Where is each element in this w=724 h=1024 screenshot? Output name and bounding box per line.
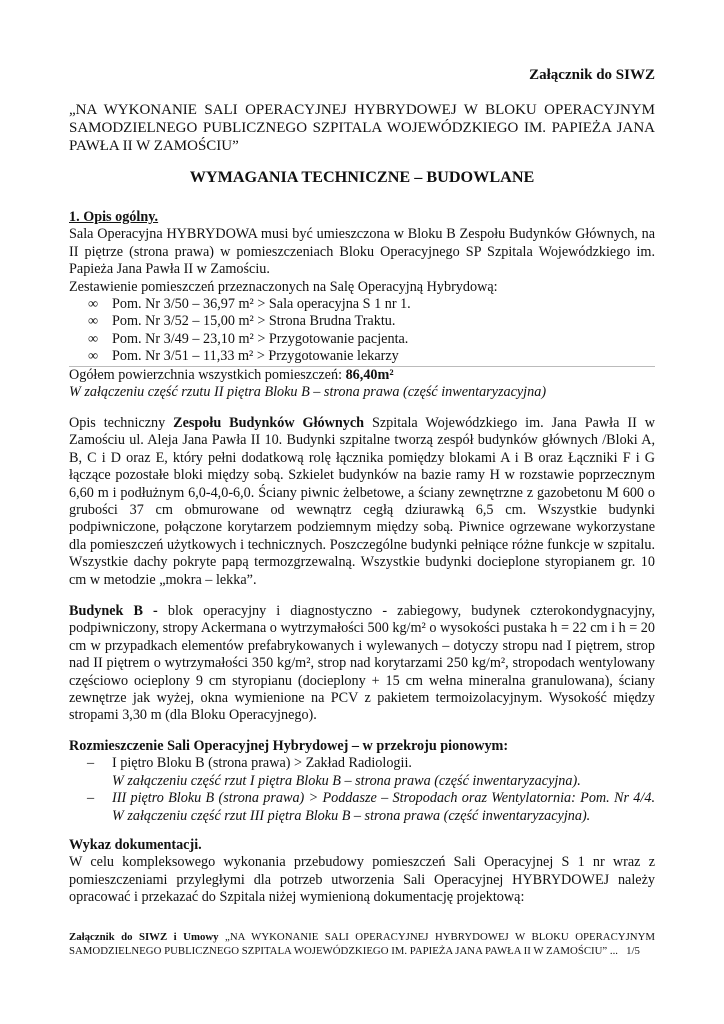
total-area-value: 86,40m² xyxy=(345,366,394,383)
documentation-text: W celu kompleksowego wykonania przebudowy pomieszczeń Sali Operacyjnej S 1 nr wraz z pomieszczeniami przyległymi dla potrzeb utworzenia Sali Operacyjnej HYBRYDOWEJ należy opracować i przekazać do Szpitala niżej wymienioną dokumentację projektową: xyxy=(69,854,655,906)
placement-heading: Rozmieszczenie Sali Operacyjnej Hybrydowej – w przekroju pionowym: xyxy=(69,738,509,754)
section-heading: 1. Opis ogólny. xyxy=(69,209,159,225)
document-subject: „NA WYKONANIE SALI OPERACYJNEJ HYBRYDOWEJ W BLOKU OPERACYJNYM SAMODZIELNEGO PUBLICZNEGO SZPITALA WOJEWÓDZKIEGO IM. PAPIEŻA JANA PAWŁA II W ZAMOŚCIU” xyxy=(69,102,655,154)
section-general xyxy=(69,209,655,401)
documentation-heading: Wykaz dokumentacji. xyxy=(69,837,202,853)
rooms-list xyxy=(69,296,655,367)
infinity-bullet-icon: ∞ xyxy=(88,330,99,347)
total-area: Ogółem powierzchnia wszystkich pomieszczeń: 86,40m² xyxy=(69,366,394,383)
infinity-bullet-icon: ∞ xyxy=(88,313,99,330)
dash-bullet-icon: – xyxy=(87,755,95,772)
attachment-note: W załączeniu część rzutu II piętra Bloku B – strona prawa (część inwentaryzacyjna) xyxy=(69,384,547,401)
list-item: ∞ Pom. Nr 3/49 – 23,10 m² > Przygotowanie pacjenta. xyxy=(88,330,409,347)
page-footer: Załącznik do SIWZ i Umowy „NA WYKONANIE SALI OPERACYJNEJ HYBRYDOWEJ W BLOKU OPERACYJNYM SAMODZIELNEGO PUBLICZNEGO SZPITALA WOJEWÓDZKIEGO IM. PAPIEŻA JANA PAWŁA II W ZAMOŚCIU” ... 1/5 xyxy=(69,931,655,957)
dash-bullet-icon: – xyxy=(87,790,95,807)
infinity-bullet-icon: ∞ xyxy=(88,348,99,365)
infinity-bullet-icon: ∞ xyxy=(88,296,99,313)
technical-description: Opis techniczny Zespołu Budynków Głównych Szpitala Wojewódzkiego im. Jana Pawła II w Zamościu ul. Aleja Jana Pawła II 10. Budynki szpitalne tworzą zespół budynków głównych /Bloki A, B, C i D oraz E, który pełni dodatkową rolę łącznika pomiędzy blokami A i B oraz Łączniki F i G łączące pozostałe bloki między sobą. Szkielet budynków na bazie ramy H w rozstawie poprzecznym 6,60 m i podłużnym 6,0-4,0-6,0. Ściany piwnic żelbetowe, a ściany zewnętrzne z gazobetonu M 600 o grubości 37 cm obmurowane od wewnątrz cegłą dziurawką 6,5 cm. Wszystkie budynki podpiwniczone, połączone korytarzem podziemnym między sobą. Piwnice ogrzewane wykorzystane dla pomieszczeń użytkowych i technicznych. Poszczególne budynki pełniące różne funkcje w szpitalu. Wszystkie dachy pokryte papą termozgrzewalną. Wszystkie budynki docieplone styropianem gr. 10 cm w metodzie „mokra – lekka”. xyxy=(69,415,655,588)
building-b-description: Budynek B - blok operacyjny i diagnostyczno - zabiegowy, budynek czterokondygnacyjny, podpiwniczony, stropy Ackermana o wytrzymałości 500 kg/m² o wysokości pustaka h = 22 cm i h = 20 cm w przypadkach elementów prefabrykowanych i wylewanych – dotyczy stropu nad I piętrem, strop nad II piętrem o wytrzymałości 350 kg/m², strop nad korytarzami 250 kg/m², stropodach wentylowany częściowo ocieplony 9 cm styropianu (docieplony + 15 cm wełna mineralna granulowana), ściany zewnętrze jak wyżej, okna wymienione na PCV z pakietem termoizolacyjnym. Wysokość między stropami 3,30 m (dla Bloku Operacyjnego). xyxy=(69,603,655,724)
rooms-list-intro: Zestawienie pomieszczeń przeznaczonych na Salę Operacyjną Hybrydową: xyxy=(69,278,498,295)
placement-list xyxy=(69,755,655,825)
list-item: ∞ Pom. Nr 3/50 – 36,97 m² > Sala operacyjna S 1 nr 1. xyxy=(88,296,411,313)
list-item: – I piętro Bloku B (strona prawa) > Zakład Radiologii. W załączeniu część rzut I piętra Bloku B – strona prawa (część inwentaryzacyjna). xyxy=(87,755,581,789)
list-item: ∞ Pom. Nr 3/52 – 15,00 m² > Strona Brudna Traktu. xyxy=(88,313,396,330)
list-item: ∞ Pom. Nr 3/51 – 11,33 m² > Przygotowanie lekarzy xyxy=(69,348,655,366)
page-title: WYMAGANIA TECHNICZNE – BUDOWLANE xyxy=(189,168,535,186)
placement-section xyxy=(69,738,655,825)
attachment-label: Załącznik do SIWZ xyxy=(529,67,655,83)
list-item: – III piętro Bloku B (strona prawa) > Poddasze – Stropodach oraz Wentylatornia: Pom. Nr 4/4. W załączeniu część rzut III piętra Bloku B – strona prawa (część inwentaryzacyjna). xyxy=(87,790,655,824)
section-intro: Sala Operacyjna HYBRYDOWA musi być umieszczona w Bloku B Zespołu Budynków Głównych, na II piętrze (strona prawa) w pomieszczeniach Bloku Operacyjnego SP Szpitala Wojewódzkiego im. Papieża Jana Pawła II w Zamościu. xyxy=(69,226,655,278)
documentation-section xyxy=(69,837,655,907)
page-number: 1/5 xyxy=(626,944,640,957)
